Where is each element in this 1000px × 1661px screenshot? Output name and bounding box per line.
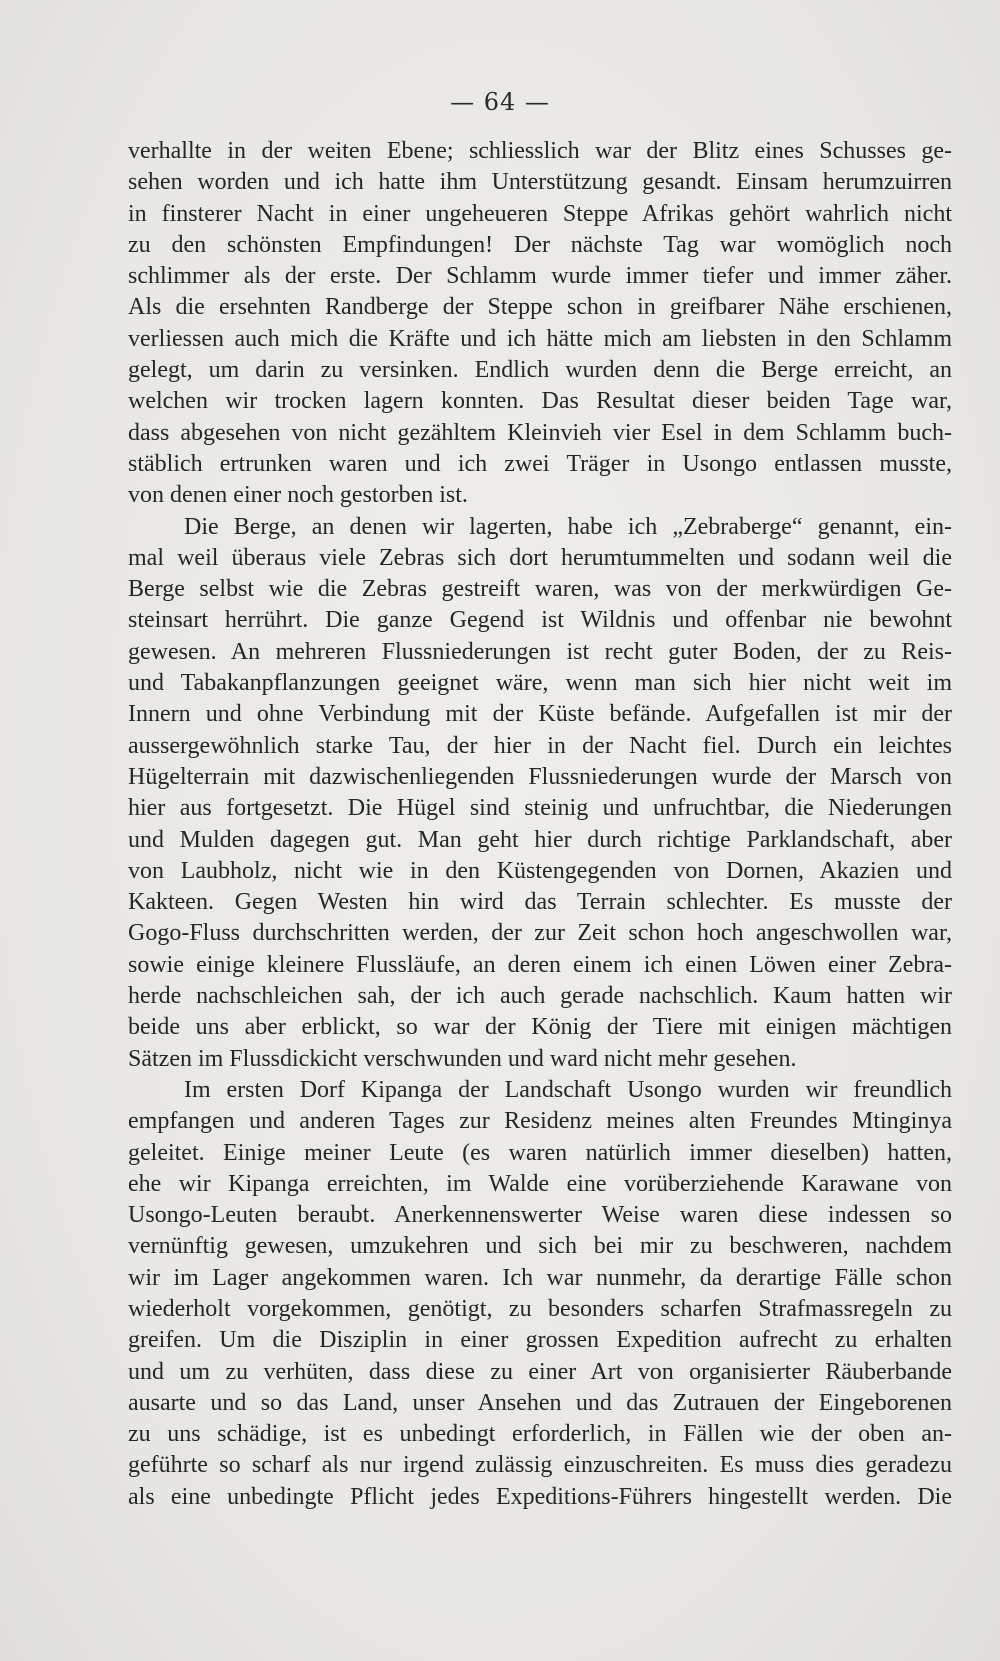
text-line: ehe wir Kipanga erreichten, im Walde eine vorüberziehende Karawane von xyxy=(128,1170,952,1197)
text-line: empfangen und anderen Tages zur Residenz meines alten Freundes Mtinginya xyxy=(128,1108,952,1135)
text-line: greifen. Um die Disziplin in einer grossen Expedition aufrecht zu erhalten xyxy=(128,1327,952,1354)
text-line: sowie einige kleinere Flussläufe, an deren einem ich einen Löwen einer Zebra- xyxy=(128,951,952,978)
paragraph xyxy=(128,136,952,512)
text-line: zu uns schädige, ist es unbedingt erforderlich, in Fällen wie der oben an- xyxy=(128,1421,952,1448)
text-line: welchen wir trocken lagern konnten. Das Resultat dieser beiden Tage war, xyxy=(128,388,952,415)
text-line: Sätzen im Flussdickicht verschwunden und ward nicht mehr gesehen. xyxy=(128,1045,797,1072)
text-line: mal weil überaus viele Zebras sich dort herumtummelten und sodann weil die xyxy=(128,544,952,571)
text-line: stäblich ertrunken waren und ich zwei Träger in Usongo entlassen musste, xyxy=(128,450,952,477)
text-line: dass abgesehen von nicht gezähltem Kleinvieh vier Esel in dem Schlamm buch- xyxy=(128,419,952,446)
text-line: wir im Lager angekommen waren. Ich war nunmehr, da derartige Fälle schon xyxy=(128,1264,952,1291)
text-line: steinsart herrührt. Die ganze Gegend ist Wildnis und offenbar nie bewohnt xyxy=(128,607,952,634)
text-line: geleitet. Einige meiner Leute (es waren natürlich immer dieselben) hatten, xyxy=(128,1139,952,1166)
text-line: von denen einer noch gestorben ist. xyxy=(128,482,468,509)
text-line: schlimmer als der erste. Der Schlamm wurde immer tiefer und immer zäher. xyxy=(128,263,952,290)
text-line: Hügelterrain mit dazwischenliegenden Flussniederungen wurde der Marsch von xyxy=(128,763,952,790)
text-line: hier aus fortgesetzt. Die Hügel sind steinig und unfruchtbar, die Niederungen xyxy=(128,795,952,822)
paragraph xyxy=(128,1075,952,1513)
text-line: Usongo-Leuten beraubt. Anerkennenswerter Weise waren diese indessen so xyxy=(128,1202,952,1229)
text-line: und um zu verhüten, dass diese zu einer Art von organisierter Räuberbande xyxy=(128,1358,952,1385)
text-line: sehen worden und ich hatte ihm Unterstützung gesandt. Einsam herumzuirren xyxy=(128,169,952,196)
text-line: Innern und ohne Verbindung mit der Küste befände. Aufgefallen ist mir der xyxy=(128,701,952,728)
text-line: zu den schönsten Empfindungen! Der nächste Tag war womöglich noch xyxy=(128,231,952,258)
text-line: und Mulden dagegen gut. Man geht hier durch richtige Parklandschaft, aber xyxy=(128,826,952,853)
text-line: verliessen auch mich die Kräfte und ich hätte mich am liebsten in den Schlamm xyxy=(128,325,952,352)
paragraph xyxy=(128,512,952,1075)
text-line: wiederholt vorgekommen, genötigt, zu besonders scharfen Strafmassregeln zu xyxy=(128,1295,952,1322)
page-number: — 64 — xyxy=(450,88,550,116)
text-line: Gogo-Fluss durchschritten werden, der zur Zeit schon hoch angeschwollen war, xyxy=(128,920,952,947)
text-line: beide uns aber erblickt, so war der König der Tiere mit einigen mächtigen xyxy=(128,1014,952,1041)
body-text xyxy=(128,136,952,1513)
text-line: verhallte in der weiten Ebene; schliesslich war der Blitz eines Schusses ge- xyxy=(128,138,952,164)
text-line: Kakteen. Gegen Westen hin wird das Terrain schlechter. Es musste der xyxy=(128,889,952,916)
text-line: geführte so scharf als nur irgend zulässig einzuschreiten. Es muss dies geradezu xyxy=(128,1452,952,1479)
text-line: gelegt, um darin zu versinken. Endlich wurden denn die Berge erreicht, an xyxy=(128,357,952,384)
text-line: Als die ersehnten Randberge der Steppe schon in greifbarer Nähe erschienen, xyxy=(128,294,952,321)
text-line: in finsterer Nacht in einer ungeheueren Steppe Afrikas gehört wahrlich nicht xyxy=(128,200,952,227)
text-line: Die Berge, an denen wir lagerten, habe ich „Zebraberge“ genannt, ein- xyxy=(184,513,952,540)
text-line: und Tabakanpflanzungen geeignet wäre, wenn man sich hier nicht weit im xyxy=(128,670,952,697)
text-line: vernünftig gewesen, umzukehren und sich bei mir zu beschweren, nachdem xyxy=(128,1233,952,1260)
text-line: Berge selbst wie die Zebras gestreift waren, was von der merkwürdigen Ge- xyxy=(128,576,952,603)
text-line: von Laubholz, nicht wie in den Küstengegenden von Dornen, Akazien und xyxy=(128,857,952,884)
text-line: gewesen. An mehreren Flussniederungen ist recht guter Boden, der zu Reis- xyxy=(128,638,952,665)
text-line: aussergewöhnlich starke Tau, der hier in der Nacht fiel. Durch ein leichtes xyxy=(128,732,952,759)
text-line: ausarte und so das Land, unser Ansehen und das Zutrauen der Eingeborenen xyxy=(128,1389,952,1416)
text-line: als eine unbedingte Pflicht jedes Expeditions-Führers hingestellt werden. Die xyxy=(128,1483,952,1510)
text-line: herde nachschleichen sah, der ich auch gerade nachschlich. Kaum hatten wir xyxy=(128,983,952,1010)
text-line: Im ersten Dorf Kipanga der Landschaft Usongo wurden wir freundlich xyxy=(184,1076,952,1103)
